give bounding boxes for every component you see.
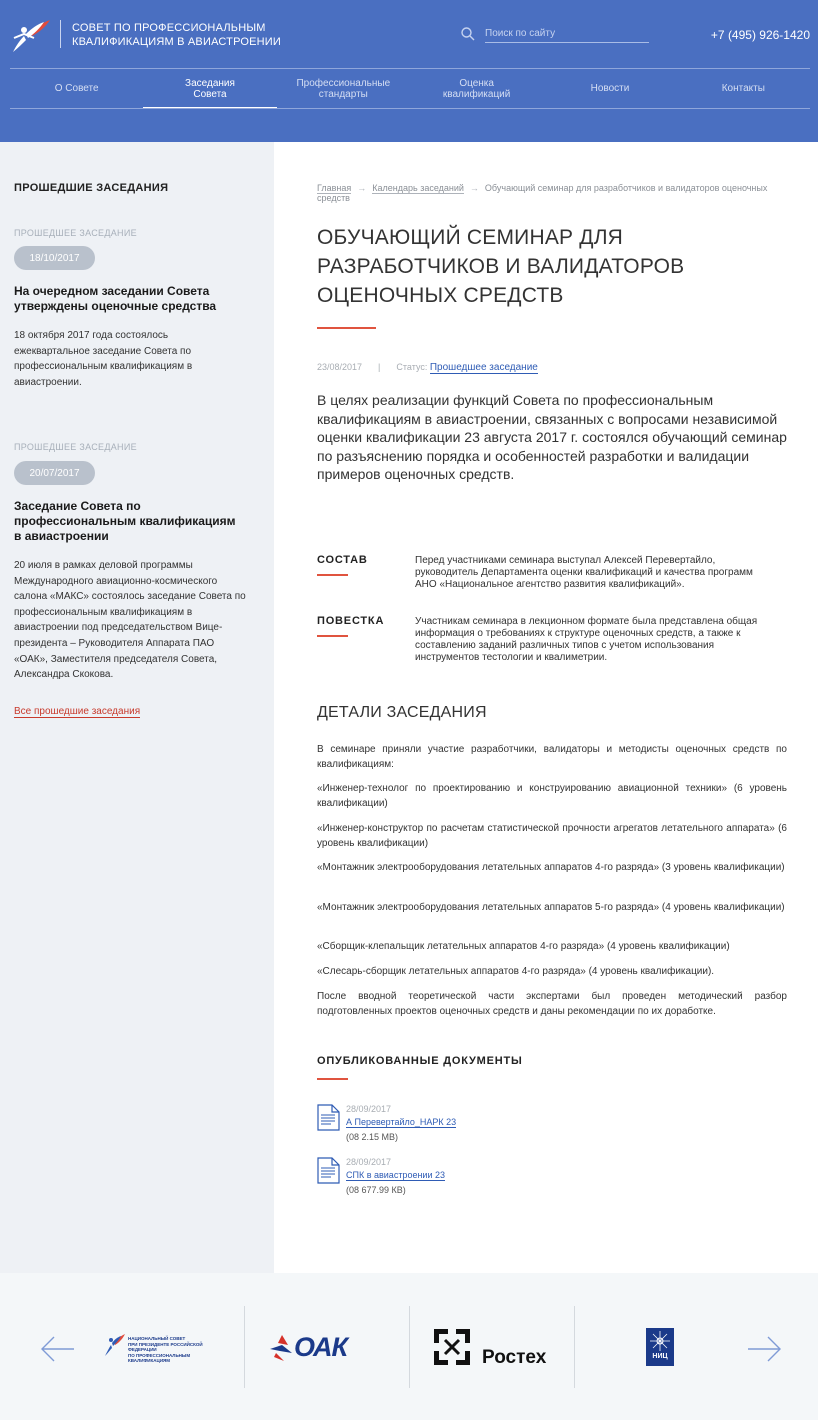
- meta-separator: |: [378, 362, 381, 372]
- page-title-line: ОЦЕНОЧНЫХ СРЕДСТВ: [317, 284, 564, 307]
- partner-divider: [409, 1306, 410, 1388]
- nav-label: Контакты: [721, 83, 765, 94]
- logo-divider: [60, 20, 61, 48]
- oak-logo-icon: [268, 1333, 294, 1363]
- status-link[interactable]: Прошедшее заседание: [429, 362, 538, 373]
- breadcrumb-arrow-icon: →: [469, 183, 479, 193]
- doc-link[interactable]: А Перевертайло_НАРК 23: [346, 1117, 457, 1127]
- section-underline: [317, 635, 348, 637]
- nic-logo-icon: [650, 1331, 670, 1351]
- search-icon[interactable]: [460, 26, 476, 42]
- details-paragraph: «Слесарь-сборщик летательных аппаратов 4-го разряда» (4 уровень квалификации).: [317, 966, 715, 977]
- nav-label: Профессиональные: [296, 77, 391, 89]
- details-paragraph: «Инженер-технолог по проектированию и конструированию авиационной техники» (6 уровень квалификации): [317, 783, 787, 809]
- breadcrumb-current: Обучающий семинар для разработчиков и валидаторов оценочных средств: [317, 183, 768, 203]
- event-text: 18 октября 2017 года состоялось ежеквартальное заседание Совета по профессиональным квалификациям в авиастроении.: [14, 330, 193, 388]
- details-paragraph: «Инженер-конструктор по расчетам статистической прочности агрегатов летательного аппарата» (6 уровень квалификации): [317, 823, 787, 849]
- nic-wordmark: НИЦ: [652, 1353, 668, 1360]
- national-council-text: [128, 1336, 224, 1364]
- nav-label: Оценка: [459, 77, 494, 89]
- title-underline: [317, 327, 376, 329]
- site-header: [0, 0, 818, 142]
- meeting-meta: [317, 362, 538, 373]
- breadcrumb: [317, 183, 787, 203]
- arrow-left-icon[interactable]: [40, 1335, 76, 1363]
- doc-date: 28/09/2017: [346, 1157, 392, 1167]
- partners-carousel: [0, 1273, 818, 1420]
- nav-label: Новости: [590, 83, 630, 94]
- nav-item-standards[interactable]: [277, 69, 410, 108]
- event-label: ПРОШЕДШЕЕ ЗАСЕДАНИЕ: [14, 442, 137, 452]
- nav-item-news[interactable]: [543, 69, 676, 108]
- partner-divider: [244, 1306, 245, 1388]
- event-text: 20 июля в рамках деловой программы Международного авиационно-космического салона «МАКС» состоялось заседание Совета по профессиональным квалификациям в авиастроении под председательством Вице-президента – Руководителя Аппарата ПАО «ОАК», Заместителя председателя Совета, Александра Скокова.: [14, 560, 246, 681]
- event-label: ПРОШЕДШЕЕ ЗАСЕДАНИЕ: [14, 228, 137, 238]
- details-paragraph: В семинаре приняли участие разработчики, валидаторы и методисты оценочных средств по квалификациям:: [317, 744, 787, 770]
- site-title-line2: КВАЛИФИКАЦИЯМ В АВИАСТРОЕНИИ: [72, 36, 282, 48]
- doc-date: 28/09/2017: [346, 1104, 392, 1114]
- event-title-link[interactable]: На очередном заседании Совета утверждены оценочные средства: [14, 284, 217, 313]
- partner-oak[interactable]: [268, 1331, 390, 1365]
- breadcrumb-home[interactable]: Главная: [317, 183, 352, 193]
- partner-divider: [574, 1306, 575, 1388]
- partner-nic[interactable]: [646, 1328, 674, 1366]
- details-paragraph: «Монтажник электрооборудования летательных аппаратов 4-го разряда» (3 уровень квалификации): [317, 862, 785, 873]
- page-title: [317, 223, 787, 310]
- nav-item-assessment[interactable]: [410, 69, 543, 108]
- nav-item-contacts[interactable]: [677, 69, 810, 108]
- nav-item-about[interactable]: [10, 69, 143, 108]
- main-content: [274, 142, 818, 1273]
- phone-number[interactable]: +7 (495) 926-1420: [710, 28, 810, 42]
- section-label-agenda: ПОВЕСТКА: [317, 615, 385, 627]
- nav-divider-bottom: [10, 108, 810, 109]
- section-text-agenda: Участникам семинара в лекционном формате была представлена общая информация о требованиях к структуре оценочных средств, а также к составлению заданий различных типов с учетом использования инструментов тестологии и квалиметрии.: [415, 616, 758, 663]
- event-title-link[interactable]: Заседание Совета по профессиональным квалификациям в авиастроении: [14, 499, 236, 543]
- details-title: ДЕТАЛИ ЗАСЕДАНИЯ: [317, 704, 487, 721]
- date-badge: 18/10/2017: [14, 246, 95, 270]
- document-icon[interactable]: [317, 1104, 340, 1131]
- main-nav: [10, 69, 810, 108]
- breadcrumb-calendar[interactable]: Календарь заседаний: [372, 183, 464, 193]
- section-underline: [317, 574, 348, 576]
- rostec-logo-icon: [434, 1329, 470, 1365]
- nav-label-line2: стандарты: [318, 88, 368, 100]
- national-council-text-line: ПРИ ПРЕЗИДЕНТЕ РОССИЙСКОЙ ФЕДЕРАЦИИ: [128, 1341, 203, 1352]
- lead-paragraph: В целях реализации функций Совета по профессиональным квалификациям в авиастроении, связанных с вопросами независимой оценки квалификации 23 августа 2017 г. состоялся обучающий семинар по разъяснению порядка и особенностей разработки и валидации примеров оценочных средств.: [317, 392, 787, 482]
- details-paragraph: «Сборщик-клепальщик летательных аппаратов 4-го разряда» (4 уровень квалификации): [317, 941, 730, 952]
- council-logo-icon[interactable]: [10, 18, 54, 54]
- search-input[interactable]: [485, 26, 649, 43]
- section-label-composition: СОСТАВ: [317, 554, 368, 566]
- sidebar: [0, 142, 274, 1273]
- sidebar-title: ПРОШЕДШИЕ ЗАСЕДАНИЯ: [14, 182, 169, 194]
- date-badge: 20/07/2017: [14, 461, 95, 485]
- nav-item-meetings[interactable]: [143, 69, 276, 108]
- page-title-line: ОБУЧАЮЩИЙ СЕМИНАР ДЛЯ: [317, 226, 624, 249]
- national-council-logo-icon: [104, 1333, 126, 1357]
- breadcrumb-arrow-icon: →: [357, 183, 367, 193]
- meeting-date: 23/08/2017: [317, 362, 363, 372]
- partner-national-council[interactable]: [104, 1331, 224, 1361]
- nav-label: Заседания: [185, 77, 235, 89]
- oak-wordmark: ОАК: [294, 1332, 348, 1362]
- doc-size: (08 2.15 МВ): [346, 1132, 399, 1142]
- details-paragraph: «Монтажник электрооборудования летательных аппаратов 5-го разряда» (4 уровень квалификации): [317, 902, 785, 913]
- arrow-right-icon[interactable]: [746, 1335, 782, 1363]
- nav-label-line2: квалификаций: [442, 88, 511, 100]
- national-council-text-line: НАЦИОНАЛЬНЫЙ СОВЕТ: [128, 1336, 186, 1341]
- status-label: Статус:: [396, 362, 428, 372]
- site-title-line1: СОВЕТ ПО ПРОФЕССИОНАЛЬНЫМ: [72, 22, 266, 34]
- doc-size: (08 677.99 КВ): [346, 1185, 406, 1195]
- nav-label: О Совете: [54, 83, 99, 94]
- doc-link[interactable]: СПК в авиастроении 23: [346, 1170, 445, 1180]
- docs-title: ОПУБЛИКОВАННЫЕ ДОКУМЕНТЫ: [317, 1055, 523, 1067]
- page-title-line: РАЗРАБОТЧИКОВ И ВАЛИДАТОРОВ: [317, 255, 685, 278]
- partner-rostec[interactable]: [434, 1329, 554, 1369]
- rostec-wordmark: Ростех: [482, 1347, 547, 1368]
- all-past-meetings-link[interactable]: Все прошедшие заседания: [14, 706, 141, 717]
- docs-underline: [317, 1078, 348, 1080]
- site-title[interactable]: [72, 21, 292, 49]
- national-council-text-line: ПО ПРОФЕССИОНАЛЬНЫМ КВАЛИФИКАЦИЯМ: [128, 1352, 191, 1363]
- details-paragraph: После вводной теоретической части экспертами был проведен методический разбор подготовленных проектов оценочных средств и даны рекомендации по их доработке.: [317, 991, 787, 1017]
- nav-label-line2: Совета: [193, 88, 227, 100]
- section-text-composition: Перед участниками семинара выступал Алексей Перевертайло, руководитель Департамента оценки квалификаций и качества программ АНО «Национальное агентство развития квалификаций».: [415, 555, 753, 590]
- document-icon[interactable]: [317, 1157, 340, 1184]
